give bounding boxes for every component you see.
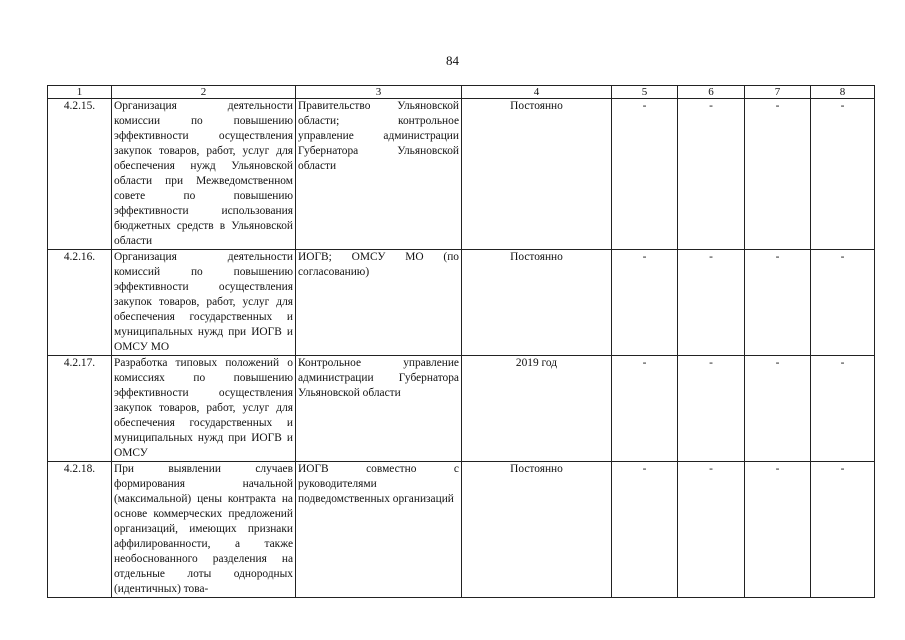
column-header-5: 5	[612, 86, 678, 99]
cell-col7: -	[745, 250, 811, 356]
table-row	[48, 99, 875, 250]
header-row	[48, 86, 875, 99]
row-number: 4.2.18.	[48, 462, 112, 598]
cell-col5: -	[612, 356, 678, 462]
table-row	[48, 356, 875, 462]
measure-text: Организация деятельности комиссий по повышению эффективности осуществления закупок товаров, работ, услуг для обеспечения государственных и муниципальных нужд при ИОГВ и ОМСУ МО	[112, 250, 296, 356]
cell-col7: -	[745, 356, 811, 462]
term-text: 2019 год	[462, 356, 612, 462]
plan-table	[47, 85, 875, 598]
column-header-1: 1	[48, 86, 112, 99]
measure-text: Разработка типовых положений о комиссиях по повышению эффективности осуществления закупок товаров, работ, услуг для обеспечения государственных и муниципальных нужд при ИОГВ и ОМСУ	[112, 356, 296, 462]
executor-text: Контрольное управление администрации Губернатора Ульяновской области	[296, 356, 462, 462]
cell-col7: -	[745, 99, 811, 250]
cell-col5: -	[612, 99, 678, 250]
term-text: Постоянно	[462, 99, 612, 250]
cell-col6: -	[678, 99, 745, 250]
cell-col8: -	[811, 462, 875, 598]
executor-text: ИОГВ совместно с руководителями подведомственных организаций	[296, 462, 462, 598]
column-header-2: 2	[112, 86, 296, 99]
page-number: 84	[446, 53, 459, 68]
cell-col6: -	[678, 356, 745, 462]
cell-col8: -	[811, 99, 875, 250]
cell-col6: -	[678, 462, 745, 598]
column-header-4: 4	[462, 86, 612, 99]
table-row	[48, 250, 875, 356]
term-text: Постоянно	[462, 462, 612, 598]
column-header-7: 7	[745, 86, 811, 99]
column-header-3: 3	[296, 86, 462, 99]
column-header-8: 8	[811, 86, 875, 99]
cell-col5: -	[612, 250, 678, 356]
row-number: 4.2.16.	[48, 250, 112, 356]
term-text: Постоянно	[462, 250, 612, 356]
executor-text: Правительство Ульяновской области; контрольное управление администрации Губернатора Ульяновской области	[296, 99, 462, 250]
row-number: 4.2.17.	[48, 356, 112, 462]
cell-col6: -	[678, 250, 745, 356]
cell-col8: -	[811, 250, 875, 356]
table-row	[48, 462, 875, 598]
measure-text: При выявлении случаев формирования начальной (максимальной) цены контракта на основе коммерческих предложений организаций, имеющих признаки аффилированности, а также необоснованного разделения на отдельные лоты однородных (идентичных) това-	[112, 462, 296, 598]
column-header-6: 6	[678, 86, 745, 99]
cell-col8: -	[811, 356, 875, 462]
cell-col5: -	[612, 462, 678, 598]
cell-col7: -	[745, 462, 811, 598]
row-number: 4.2.15.	[48, 99, 112, 250]
executor-text: ИОГВ; ОМСУ МО (по согласованию)	[296, 250, 462, 356]
measure-text: Организация деятельности комиссии по повышению эффективности осуществления закупок товаров, работ, услуг для обеспечения нужд Ульяновской области при Межведомственном совете по повышению эффективности использования бюджетных средств в Ульяновской области	[112, 99, 296, 250]
